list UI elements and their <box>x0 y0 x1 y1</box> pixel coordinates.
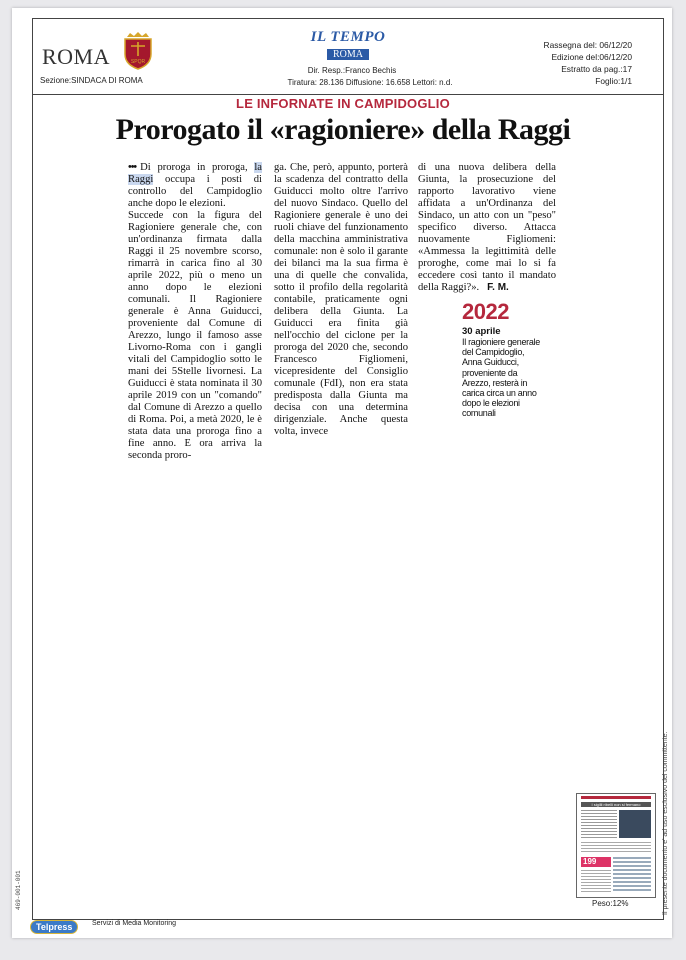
page-extract: Estratto da pag.:17 <box>561 64 632 74</box>
newspaper-masthead <box>300 30 396 62</box>
usage-disclaimer: Il presente documento e' ad uso esclusivo del committente. <box>662 731 669 915</box>
highlighted-text[interactable]: la Raggi <box>128 162 262 185</box>
director-line: Dir. Resp.:Franco Bechis <box>307 66 397 75</box>
svg-text:SPQR: SPQR <box>130 59 146 65</box>
fact-date: 30 aprile <box>462 326 501 337</box>
thumb-text-block <box>581 810 617 838</box>
author-signature: F. M. <box>487 282 509 293</box>
article-headline: Prorogato il «ragioniere» della Raggi <box>115 113 571 146</box>
header-divider <box>32 94 664 95</box>
rassegna-date: Rassegna del: 06/12/20 <box>543 40 632 50</box>
section-label: Sezione:SINDACA DI ROMA <box>40 76 143 85</box>
closing-text: di una nuova delibera della Giunta, la prosecuzione del rapporto lavorativo viene affidata a un'Ordinanza del Sindaco, un atto con un "peso" specifico diverso. Attacca nuovamente Figliomeni: «Ammessa la legittimità delle proroghe, come mai lo si fa eccedere così tanto il mandato della Raggi?». <box>418 162 556 293</box>
lead-text-continued: occupa i posti di controllo del Campidoglio anche dopo le elezioni. <box>128 174 262 209</box>
masthead-edition: ROMA <box>327 49 369 60</box>
article-column-1 <box>128 162 262 462</box>
article-paragraph: Succede con la figura del Ragioniere generale che, con un'ordinanza firmata dalla Raggi il 25 novembre scorso, rimarrà in carica fino al 30 aprile 2022, più o meno un anno dopo le elezioni comunali. Il Ragioniere generale è Anna Guiducci, proveniente dal Comune di Arezzo, lungo il famoso asse Livorno-Roma con i gangli vitali del Campidoglio sotto le mani dei 5Stelle livornesi. La Guiducci è stata nominata il 30 aprile 2019 con un "comando" dal Comune di Arezzo a quello di Roma. Poi, a metà 2020, le è stata data una proroga fino a fine anno. E ora arriva la seconda proro- <box>128 210 262 461</box>
article-column-2 <box>274 162 408 438</box>
press-clipping-page <box>12 8 672 938</box>
article-column-3 <box>418 162 556 294</box>
fact-year: 2022 <box>462 299 509 324</box>
sheet-number: Foglio:1/1 <box>595 76 632 86</box>
thumb-bar <box>581 796 651 799</box>
edition-date: Edizione del:06/12/20 <box>551 52 632 62</box>
thumb-number: 199 <box>583 857 597 866</box>
fact-box <box>462 300 542 419</box>
lead-text: Di proroga in proroga, <box>140 162 248 173</box>
telpress-footer <box>30 917 177 935</box>
article-paragraph <box>128 162 262 210</box>
page-border <box>32 18 664 920</box>
thumb-text-block <box>581 842 651 854</box>
bullet-marker: ••• <box>128 162 137 173</box>
clipping-metadata <box>544 39 632 87</box>
article-paragraph <box>418 162 556 294</box>
masthead-title: IL TEMPO <box>310 29 386 45</box>
thumb-text-block <box>581 870 611 893</box>
article-paragraph: ga. Che, però, appunto, porterà la scadenza del contratto della Guiducci molto oltre l'arrivo del nuovo Sindaco. Quello del Ragioniere generale è uno dei ruoli chiave del funzionamento della macchina amministrativa comunale: non è solo il garante dei bilanci ma la sua firma è una di quelle che convalida, sotto il profilo della regolarità contabile, praticamente ogni delibera della Giunta. La Guiducci era finita già nell'occhio del ciclone per la proroga del 2020 che, secondo Francesco Figliomeni, vicepresidente del Consiglio comunale (FdI), non era stata predisposta dalla Giunta ma decisa con una determina dirigenziale. Anche questa volta, invece <box>274 162 408 437</box>
thumb-photo <box>619 810 651 838</box>
weight-label: Peso:12% <box>592 899 629 908</box>
telpress-logo: Telpress <box>30 920 78 934</box>
document-code: 469-001-001 <box>15 870 22 910</box>
roma-crest-icon <box>122 32 154 70</box>
article-kicker: LE INFORNATE IN CAMPIDOGLIO <box>236 96 450 111</box>
service-label: Servizi di Media Monitoring <box>92 920 177 927</box>
circulation-line: Tiratura: 28.136 Diffusione: 16.658 Lettori: n.d. <box>287 78 453 87</box>
section-logo-text: ROMA <box>42 44 111 69</box>
thumb-table <box>613 857 651 893</box>
page-thumbnail <box>576 793 656 898</box>
thumb-title: I sigilli ribelli non si fermano <box>591 802 641 807</box>
fact-description: Il ragioniere generale del Campidoglio, Anna Guiducci, proveniente da Arezzo, resterà in carica circa un anno dopo le elezioni comunali <box>462 337 540 419</box>
